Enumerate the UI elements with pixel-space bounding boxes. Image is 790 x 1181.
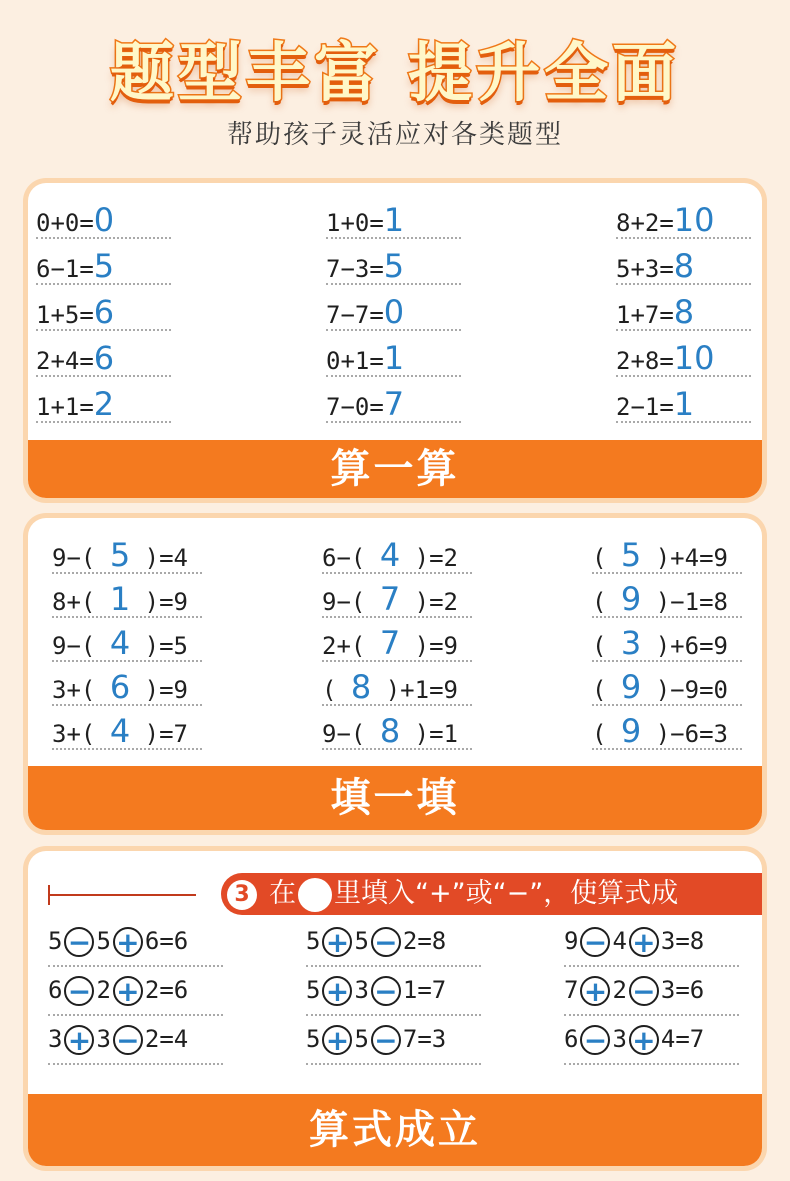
dotted-underline xyxy=(326,375,461,377)
equation-answer: 5 xyxy=(383,247,405,285)
close-paren: ) xyxy=(641,588,671,616)
open-paren: ( xyxy=(80,588,110,616)
equation-answer: 5 xyxy=(93,247,115,285)
equation-item xyxy=(326,385,404,423)
operator-circle: + xyxy=(113,927,143,957)
open-paren: ( xyxy=(80,544,110,572)
open-paren: ( xyxy=(350,588,380,616)
operator-rest: 4=7 xyxy=(660,1025,705,1053)
dotted-underline xyxy=(52,704,202,706)
operator-circle: − xyxy=(64,927,94,957)
equation-question: 7−0= xyxy=(326,393,384,421)
instruction-text-after: 里填入“+”或“−”，使算式成 xyxy=(334,878,679,909)
fill-prefix: 9− xyxy=(52,632,81,660)
dotted-underline xyxy=(322,660,472,662)
calc-banner: 算一算 xyxy=(28,440,762,498)
fill-answer: 3 xyxy=(620,624,642,662)
fill-item xyxy=(592,668,728,706)
open-paren: ( xyxy=(80,720,110,748)
equation-question: 2+8= xyxy=(616,347,674,375)
fill-suffix: −6=3 xyxy=(670,720,728,748)
dotted-underline xyxy=(616,237,751,239)
dotted-underline xyxy=(52,572,202,574)
fill-answer: 4 xyxy=(109,624,131,662)
operator-circle: + xyxy=(629,1025,659,1055)
close-paren: ) xyxy=(641,632,671,660)
fill-answer: 8 xyxy=(379,712,401,750)
dotted-underline xyxy=(326,283,461,285)
fill-answer: 9 xyxy=(620,668,642,706)
operand: 7 xyxy=(564,976,579,1004)
fill-item xyxy=(52,668,188,706)
open-paren: ( xyxy=(80,632,110,660)
step-number-badge: 3 xyxy=(227,880,257,910)
operator-circle: + xyxy=(113,976,143,1006)
equation-question: 5+3= xyxy=(616,255,674,283)
dotted-underline xyxy=(592,616,742,618)
dotted-underline xyxy=(564,1014,739,1016)
close-paren: ) xyxy=(130,588,160,616)
equation-question: 0+0= xyxy=(36,209,94,237)
operator-banner: 算式成立 xyxy=(28,1094,762,1166)
fill-item xyxy=(52,536,188,574)
open-paren: ( xyxy=(80,676,110,704)
operator-rest: 3=8 xyxy=(660,927,705,955)
fill-suffix: =2 xyxy=(429,588,458,616)
operand: 5 xyxy=(96,927,111,955)
fill-suffix: =1 xyxy=(429,720,458,748)
fill-suffix: =2 xyxy=(429,544,458,572)
equation-item xyxy=(36,293,114,331)
fill-prefix: 9− xyxy=(322,588,351,616)
operator-circle: + xyxy=(64,1025,94,1055)
operator-circle: − xyxy=(371,976,401,1006)
operator-rest: 6=6 xyxy=(144,927,189,955)
fill-item xyxy=(322,712,458,750)
fill-prefix: 2+ xyxy=(322,632,351,660)
dotted-underline xyxy=(564,965,739,967)
operator-item xyxy=(48,1025,188,1055)
fill-suffix: =4 xyxy=(159,544,188,572)
equation-answer: 0 xyxy=(383,293,405,331)
equation-question: 6−1= xyxy=(36,255,94,283)
close-paren: ) xyxy=(400,544,430,572)
dotted-underline xyxy=(306,965,481,967)
operator-circle: − xyxy=(64,976,94,1006)
equation-answer: 1 xyxy=(383,201,405,239)
equation-item xyxy=(326,293,404,331)
open-paren: ( xyxy=(350,544,380,572)
operator-panel xyxy=(28,851,762,1166)
dotted-underline xyxy=(48,1063,223,1065)
equation-question: 1+5= xyxy=(36,301,94,329)
operator-rest: 2=4 xyxy=(144,1025,189,1053)
operator-item xyxy=(306,976,446,1006)
dotted-underline xyxy=(592,572,742,574)
equation-item xyxy=(36,247,114,285)
calc-panel xyxy=(28,183,762,498)
fill-item xyxy=(52,624,188,662)
dotted-underline xyxy=(592,748,742,750)
operator-item xyxy=(306,927,446,957)
operator-rest: 2=6 xyxy=(144,976,189,1004)
close-paren: ) xyxy=(400,720,430,748)
dotted-underline xyxy=(52,748,202,750)
fill-suffix: =7 xyxy=(159,720,188,748)
operator-circle: + xyxy=(629,927,659,957)
fill-prefix: 9− xyxy=(322,720,351,748)
dotted-underline xyxy=(36,283,171,285)
fill-suffix: =9 xyxy=(159,588,188,616)
dotted-underline xyxy=(36,421,171,423)
dotted-underline xyxy=(322,572,472,574)
fill-suffix: +6=9 xyxy=(670,632,728,660)
operator-item xyxy=(48,976,188,1006)
equation-question: 1+0= xyxy=(326,209,384,237)
fill-prefix: 6− xyxy=(322,544,351,572)
operator-circle: + xyxy=(580,976,610,1006)
operator-circle: + xyxy=(322,927,352,957)
equation-question: 1+7= xyxy=(616,301,674,329)
close-paren: ) xyxy=(641,676,671,704)
operand: 3 xyxy=(96,1025,111,1053)
equation-answer: 1 xyxy=(383,339,405,377)
instruction-text-before: 在 xyxy=(269,878,296,909)
dotted-underline xyxy=(36,237,171,239)
operand: 5 xyxy=(306,1025,321,1053)
equation-item xyxy=(616,385,694,423)
close-paren: ) xyxy=(641,720,671,748)
operator-item xyxy=(564,1025,704,1055)
fill-suffix: +1=9 xyxy=(400,676,458,704)
operand: 3 xyxy=(612,1025,627,1053)
equation-item xyxy=(36,201,114,239)
close-paren: ) xyxy=(130,632,160,660)
fill-prefix: 3+ xyxy=(52,720,81,748)
operand: 6 xyxy=(564,1025,579,1053)
operand: 5 xyxy=(354,1025,369,1053)
operator-circle: − xyxy=(629,976,659,1006)
rule-line xyxy=(48,894,196,896)
equation-answer: 1 xyxy=(673,385,695,423)
equation-answer: 2 xyxy=(93,385,115,423)
dotted-underline xyxy=(326,421,461,423)
fill-suffix: −1=8 xyxy=(670,588,728,616)
equation-answer: 0 xyxy=(93,201,115,239)
open-paren: ( xyxy=(592,676,621,704)
fill-item xyxy=(52,580,188,618)
fill-item xyxy=(52,712,188,750)
dotted-underline xyxy=(616,329,751,331)
operator-item xyxy=(306,1025,446,1055)
operator-rest: 3=6 xyxy=(660,976,705,1004)
dotted-underline xyxy=(616,421,751,423)
open-paren: ( xyxy=(322,676,351,704)
fill-prefix: 9− xyxy=(52,544,81,572)
open-paren: ( xyxy=(350,632,380,660)
fill-item xyxy=(592,580,728,618)
dotted-underline xyxy=(48,1014,223,1016)
fill-answer: 9 xyxy=(620,580,642,618)
instruction-bar xyxy=(221,873,762,915)
dotted-underline xyxy=(306,1014,481,1016)
equation-answer: 8 xyxy=(673,247,695,285)
operator-rest: 7=3 xyxy=(402,1025,447,1053)
operator-circle: − xyxy=(580,1025,610,1055)
fill-suffix: =5 xyxy=(159,632,188,660)
operand: 2 xyxy=(612,976,627,1004)
fill-item xyxy=(322,536,458,574)
operand: 5 xyxy=(48,927,63,955)
operand: 3 xyxy=(354,976,369,1004)
fill-suffix: −9=0 xyxy=(670,676,728,704)
fill-item xyxy=(322,580,458,618)
fill-answer: 1 xyxy=(109,580,131,618)
fill-answer: 5 xyxy=(620,536,642,574)
equation-answer: 8 xyxy=(673,293,695,331)
open-paren: ( xyxy=(592,632,621,660)
equation-question: 2+4= xyxy=(36,347,94,375)
equation-answer: 10 xyxy=(673,339,715,377)
equation-answer: 6 xyxy=(93,293,115,331)
open-paren: ( xyxy=(592,720,621,748)
close-paren: ) xyxy=(400,632,430,660)
equation-item xyxy=(326,201,404,239)
close-paren: ) xyxy=(641,544,671,572)
equation-question: 1+1= xyxy=(36,393,94,421)
dotted-underline xyxy=(36,375,171,377)
operator-rest: 2=8 xyxy=(402,927,447,955)
fill-prefix: 8+ xyxy=(52,588,81,616)
open-paren: ( xyxy=(592,588,621,616)
equation-item xyxy=(616,339,715,377)
equation-item xyxy=(36,339,114,377)
operand: 2 xyxy=(96,976,111,1004)
equation-item xyxy=(616,293,694,331)
dotted-underline xyxy=(52,660,202,662)
dotted-underline xyxy=(564,1063,739,1065)
close-paren: ) xyxy=(130,676,160,704)
close-paren: ) xyxy=(130,544,160,572)
fill-item xyxy=(322,624,458,662)
dotted-underline xyxy=(306,1063,481,1065)
operator-circle: − xyxy=(113,1025,143,1055)
equation-answer: 7 xyxy=(383,385,405,423)
fill-item xyxy=(592,536,728,574)
fill-answer: 4 xyxy=(109,712,131,750)
open-paren: ( xyxy=(350,720,380,748)
operator-item xyxy=(48,927,188,957)
equation-answer: 6 xyxy=(93,339,115,377)
fill-suffix: =9 xyxy=(429,632,458,660)
operand: 6 xyxy=(48,976,63,1004)
equation-question: 7−3= xyxy=(326,255,384,283)
dotted-underline xyxy=(322,748,472,750)
dotted-underline xyxy=(48,965,223,967)
operator-rest: 1=7 xyxy=(402,976,447,1004)
operand: 5 xyxy=(306,927,321,955)
fill-answer: 7 xyxy=(379,580,401,618)
open-paren: ( xyxy=(592,544,621,572)
operator-circle: + xyxy=(322,976,352,1006)
dotted-underline xyxy=(36,329,171,331)
equation-question: 2−1= xyxy=(616,393,674,421)
fill-answer: 6 xyxy=(109,668,131,706)
equation-item xyxy=(326,339,404,377)
dotted-underline xyxy=(616,375,751,377)
fill-answer: 5 xyxy=(109,536,131,574)
operand: 9 xyxy=(564,927,579,955)
operand: 3 xyxy=(48,1025,63,1053)
equation-question: 0+1= xyxy=(326,347,384,375)
dotted-underline xyxy=(326,329,461,331)
equation-question: 7−7= xyxy=(326,301,384,329)
dotted-underline xyxy=(52,616,202,618)
blank-circle-icon xyxy=(298,878,332,912)
page-title: 题型丰富 提升全面 xyxy=(109,37,681,111)
operator-item xyxy=(564,927,704,957)
fill-answer: 8 xyxy=(350,668,372,706)
operand: 5 xyxy=(306,976,321,1004)
dotted-underline xyxy=(326,237,461,239)
dotted-underline xyxy=(616,283,751,285)
operator-circle: − xyxy=(371,1025,401,1055)
operand: 4 xyxy=(612,927,627,955)
operator-circle: − xyxy=(371,927,401,957)
fill-item xyxy=(592,624,728,662)
operator-circle: + xyxy=(322,1025,352,1055)
fill-answer: 4 xyxy=(379,536,401,574)
fill-banner: 填一填 xyxy=(28,766,762,830)
fill-prefix: 3+ xyxy=(52,676,81,704)
dotted-underline xyxy=(322,616,472,618)
page-subtitle: 帮助孩子灵活应对各类题型 xyxy=(226,120,563,150)
close-paren: ) xyxy=(400,588,430,616)
equation-question: 8+2= xyxy=(616,209,674,237)
equation-item xyxy=(326,247,404,285)
fill-item xyxy=(322,668,458,706)
close-paren: ) xyxy=(130,720,160,748)
fill-suffix: =9 xyxy=(159,676,188,704)
operator-item xyxy=(564,976,704,1006)
equation-answer: 10 xyxy=(673,201,715,239)
dotted-underline xyxy=(592,660,742,662)
dotted-underline xyxy=(592,704,742,706)
fill-item xyxy=(592,712,728,750)
fill-suffix: +4=9 xyxy=(670,544,728,572)
close-paren: ) xyxy=(371,676,401,704)
dotted-underline xyxy=(322,704,472,706)
fill-answer: 9 xyxy=(620,712,642,750)
equation-item xyxy=(616,247,694,285)
equation-item xyxy=(36,385,114,423)
equation-item xyxy=(616,201,715,239)
operand: 5 xyxy=(354,927,369,955)
operator-circle: − xyxy=(580,927,610,957)
fill-panel xyxy=(28,518,762,830)
fill-answer: 7 xyxy=(379,624,401,662)
